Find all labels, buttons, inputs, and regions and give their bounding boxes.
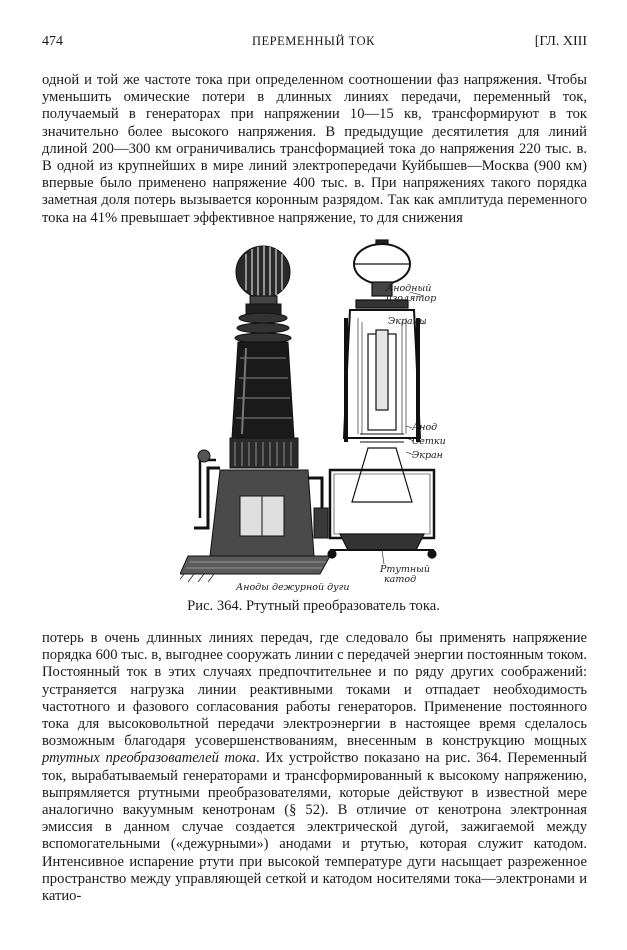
paragraph-2-part-2: . Их устройство показано на рис. 364. Переменный ток, вырабатываемый генераторами и трансформированный к высокому напряжению, выпрямляется ртутными преобразователями, которые действуют в известной мере аналогично вакуумным кенотронам (§ 52). В отличие от кенотрона электронная эмиссия в данном случае создается электрической дугой, зажигаемой между вспомогательными («дежурными») анодами и ртутью, которая служит катодом. Интенсивное испарение ртути при высокой температуре дуги насыщает разреженное пространство между управляющей сеткой и катодом носителями тока—электронами и катио- [42,750,587,905]
page-number: 474 [42,34,63,49]
label-mercury-cathode-line1: Ртутный [380,564,431,575]
label-anode: Анод [412,422,438,433]
label-anode-insulator-line1: Анодный [386,283,432,294]
paragraph-1: одной и той же частоте тока при определенном соотношении фаз напряжения. Чтобы уменьшить омические потери в длинных линиях передачи, переменный ток, получаемый в генераторах при напряжении 10—15 кв, трансформируют в ток значительно более высокого напряжения. В предыдущие десятилетия для линий длиной 200—300 км ограничивались трансформацией тока до напряжения 220 тыс. в. В одной из крупнейших в мире линий электропередачи Куйбышев—Москва (900 км) впервые было применено напряжение 400 тыс. в. При напряжениях такого порядка заметная доля потерь вызывается коронным разрядом. Так как амплитуда переменного тока на 41% превышает эффективное напряжение, то для снижения [42,72,587,226]
paragraph-2-part-1: потерь в очень длинных линиях передач, где следовало бы применять напряжение порядка 600 тыс. в, выгоднее сооружать линии с передачей энергии постоянным током. Постоянный ток в этих случаях предпочтительнее и по ряду других соображений: устраняется нагрузка линии реактивными токами и отпадает необходимость частотного и фазового согласования работы генераторов. Применение постоянного тока для высоковольтной передачи электроэнергии в настоящее время сделалось возможным благодаря усовершенствованиям, внесенным в конструкцию мощных [42,630,587,750]
label-mercury-cathode-line2: катод [384,574,417,585]
label-anode-insulator-line2: изолятор [386,293,437,304]
label-grids: Сетки [412,436,446,447]
paragraph-2-emphasis: ртутных преобразователей тока [42,750,257,767]
label-standby-anodes: Аноды дежурной дуги [236,582,350,593]
page-header [42,34,587,54]
running-title: ПЕРЕМЕННЫЙ ТОК [252,34,375,48]
chapter-ref: [ГЛ. XIII [534,34,587,49]
figure-364 [180,238,450,594]
rectifier-exterior-drawing [180,246,330,582]
figure-caption: Рис. 364. Ртутный преобразователь тока. [187,598,440,614]
mercury-rectifier-illustration [180,238,450,594]
paragraph-2 [42,630,587,905]
label-screens: Экраны [388,316,427,327]
label-screen: Экран [412,450,443,461]
